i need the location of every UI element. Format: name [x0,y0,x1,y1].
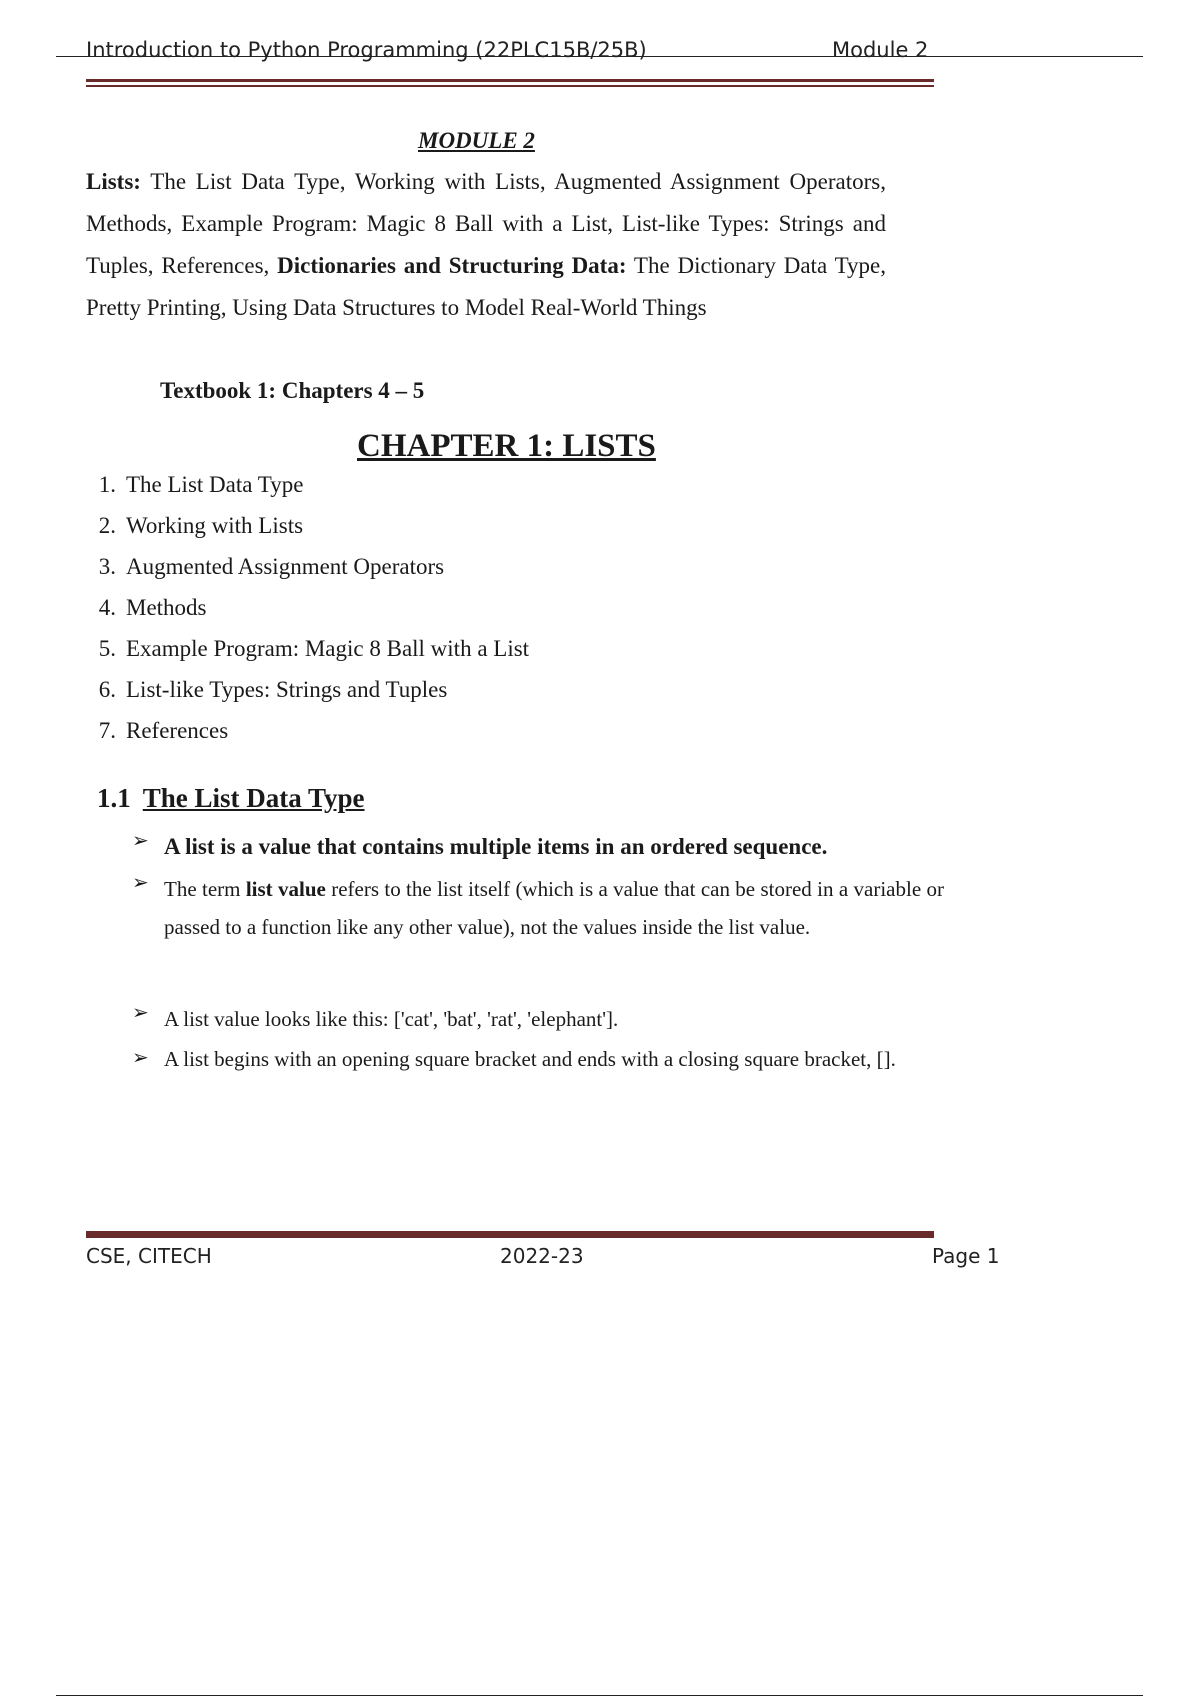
module-intro-paragraph [86,161,886,329]
list-item: 7. References [98,718,229,743]
footer-department: CSE, CITECH [86,1244,212,1268]
arrow-bullet-icon: ➢ [132,872,149,894]
arrow-bullet-icon: ➢ [132,1002,149,1024]
module-heading: MODULE 2 [418,128,535,153]
section-title: The List Data Type [142,783,365,813]
footer-rule [86,1231,934,1238]
bullet-item: ➢ A list value looks like this: ['cat', 'bat', 'rat', 'elephant']. [132,1000,944,1038]
bullet-item: ➢ A list is a value that contains multiple items in an ordered sequence. [132,828,944,866]
bottom-page-line [56,1695,1143,1696]
header-title: Introduction to Python Programming (22PLC15B/25B) [86,38,647,62]
dictionaries-label: Dictionaries and Structuring Data: [277,253,627,278]
chapter-title: CHAPTER 1: LISTS [357,428,656,464]
list-item: 3. Augmented Assignment Operators [98,554,445,579]
arrow-bullet-icon: ➢ [132,830,149,852]
textbook-reference: Textbook 1: Chapters 4 – 5 [160,378,425,403]
header-module: Module 2 [832,38,929,62]
lists-topics: The List Data Type, Working with Lists, Augmented Assignment Operators, Methods, Example Program: Magic 8 Ball with a List, List-like Types: Strings and Tuples, References, [86,169,886,278]
header-line [56,56,1143,57]
section-heading [97,783,365,814]
list-item: 5. Example Program: Magic 8 Ball with a List [98,636,530,661]
list-item: 2. Working with Lists [98,513,304,538]
list-item: 4. Methods [98,595,207,620]
list-item: 1. The List Data Type [98,472,304,497]
list-value-term: list value [245,877,326,901]
bullet-item: ➢ A list begins with an opening square bracket and ends with a closing square bracket, []. [132,1047,896,1071]
lists-label: Lists: [86,169,141,194]
bullet-item: ➢ The term list value refers to the list itself (which is a value that can be stored in a variable or passed to a function like any other value), not the values inside the list value. [132,870,944,946]
list-item: 6. List-like Types: Strings and Tuples [98,677,448,702]
header-double-rule [86,79,934,87]
section-number: 1.1 [97,783,131,813]
dictionaries-topics: The Dictionary Data Type, Pretty Printing, Using Data Structures to Model Real-World Things [86,253,886,320]
chapter-contents-list [72,472,529,759]
footer-page-number: Page 1 [932,1244,1000,1268]
arrow-bullet-icon: ➢ [132,1047,149,1069]
footer-year: 2022-23 [500,1244,584,1268]
